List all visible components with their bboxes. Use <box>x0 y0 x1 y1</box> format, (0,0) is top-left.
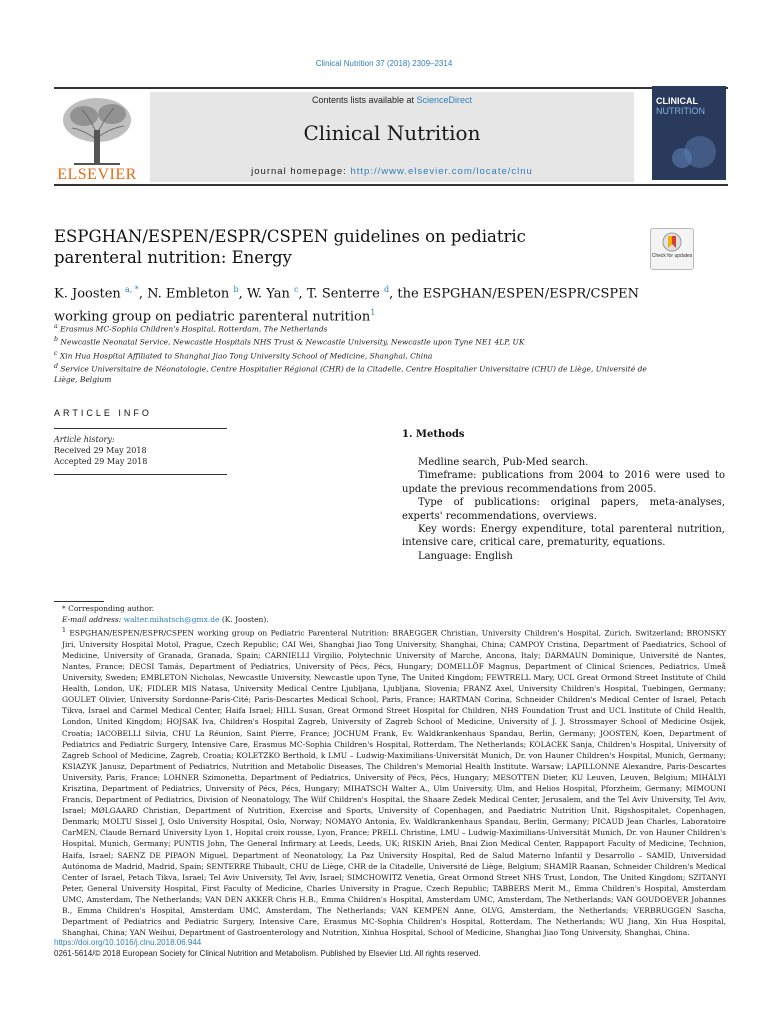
author-name[interactable]: T. Senterre <box>306 286 380 302</box>
affiliation-item <box>54 335 654 348</box>
affiliation-text: Newcastle Neonatal Service, Newcastle Hospitals NHS Trust & Newcastle University, Newcastle upon Tyne NE1 4LP, UK <box>60 337 525 347</box>
footnotes <box>54 603 726 938</box>
affiliation-text: Xin Hua Hospital Affiliated to Shanghai Jiao Tong University School of Medicine, Shanghai, China <box>59 351 433 361</box>
homepage-prefix: journal homepage: <box>251 166 351 177</box>
author-affiliation-ref[interactable]: c <box>294 285 299 294</box>
cover-title-line2: NUTRITION <box>656 106 705 116</box>
working-group-note-sup: 1 <box>62 627 66 635</box>
journal-title: Clinical Nutrition <box>303 121 481 145</box>
check-for-updates-button[interactable] <box>650 228 694 270</box>
article-title: ESPGHAN/ESPEN/ESPR/CSPEN guidelines on pediatric parenteral nutrition: Energy <box>54 227 526 267</box>
working-group-ref[interactable]: 1 <box>370 308 376 318</box>
affiliation-list <box>54 322 654 386</box>
doi-link[interactable]: https://doi.org/10.1016/j.clnu.2018.06.944 <box>54 938 202 947</box>
article-info-heading: ARTICLE INFO <box>54 408 152 418</box>
contents-available-line <box>150 95 634 105</box>
history-label: Article history: <box>54 435 115 444</box>
article-history <box>54 434 147 467</box>
header-top-rule <box>54 87 728 89</box>
sciencedirect-link[interactable]: ScienceDirect <box>416 95 473 105</box>
affiliation-text: Erasmus MC-Sophia Children's Hospital, Rotterdam, The Netherlands <box>60 324 328 334</box>
methods-paragraph: Key words: Energy expenditure, total parenteral nutrition, intensive care, critical care, prematurity, equations. <box>402 524 725 549</box>
methods-paragraph: Medline search, Pub-Med search. <box>418 457 589 468</box>
accepted-date: Accepted 29 May 2018 <box>54 457 148 466</box>
received-date: Received 29 May 2018 <box>54 446 147 455</box>
affiliation-sup: a <box>54 323 58 330</box>
methods-heading: 1. Methods <box>402 429 465 440</box>
affiliation-item <box>54 362 654 386</box>
author-list: K. Joosten $^{a, *}$, N. Embleton $^b$, W. Yan $^c$, T. Senterre $^d$, the ESPGHAN/ESPEN/ESPR/CSPEN working group on pediatric parenteral nutrition$^1$ <box>54 285 639 325</box>
methods-paragraph: Type of publications: original papers, meta-analyses, experts' recommendations, overviews. <box>402 497 725 522</box>
corresponding-author-note: * Corresponding author. <box>62 604 155 613</box>
journal-citation[interactable]: Clinical Nutrition 37 (2018) 2309–2314 <box>315 59 453 68</box>
author-name[interactable]: N. Embleton <box>147 286 230 302</box>
affiliation-item <box>54 322 654 335</box>
affiliation-item <box>54 349 654 362</box>
article-info-rule <box>54 428 227 429</box>
methods-body <box>402 456 725 563</box>
affiliation-sup: b <box>54 336 59 344</box>
homepage-link[interactable]: http://www.elsevier.com/locate/clnu <box>350 166 533 177</box>
author-name[interactable]: W. Yan <box>246 286 290 302</box>
methods-paragraph: Timeframe: publications from 2004 to 2016 were used to update the previous recommendations from 2005. <box>402 470 725 495</box>
email-suffix: (K. Joosten). <box>219 615 269 625</box>
check-for-updates-label: Check for updates <box>651 253 693 259</box>
methods-paragraph: Language: English <box>418 550 513 562</box>
email-label: E-mail address: <box>62 615 124 625</box>
working-group-note-text: ESPGHAN/ESPEN/ESPR/CSPEN working group on Pediatric Parenteral Nutrition: BRAEGGER Christian, University Children's Hospital, Zurich, Switzerland; BRONSKY Jiri, University Hospital Motol, Prague, Czech Republic; CAI Wei, Shanghai Jiao Tong University, Shanghai, China; CAMPOY Cristina, Department of Paediatrics, School of Medicine, University of Granada, Granada, Spain; CARNIELLI Virgilio, Polytechnic University of Marche, Ancona, Italy; DARMAUN Dominique, Université de Nantes, Nantes, France; DECSI Tamás, Department of Pediatrics, University of Pécs, Pécs, Hungary; DOMELLÖF Magnus, Department of Clinical Sciences, Pediatrics, Umeå University, Sweden; EMBLETON Nicholas, Newcastle University, Newcastle upon Tyne, The United Kingdom; FEWTRELL Mary, UCL Great Ormond Street Institute of Child Health, London, UK; FIDLER MIS Natasa, University Medical Centre Ljubljana, Ljubljana, Slovenia; FRANZ Axel, University Children's Hospital, Tuebingen, Germany; GOULET Olivier, University Sordonne-Paris-Cité; Paris-Descartes Medical School, Paris, France; HARTMAN Corina, Schneider Children's Medical Center of Israel, Petach Tikva, Israel and Carmel Medical Center, Haifa Israel; HILL Susan, Great Ormond Street Hospital for Children, NHS Foundation Trust and UCL Institute of Child Health, London, United Kingdom; HOJSAK Iva, Children's Hospital Zagreb, University of Zagreb School of Medicine, University of J. J. Strossmayer School of Medicine Osijek, Croatia; IACOBELLI Silvia, CHU La Réunion, Saint Pierre, France; JOCHUM Frank, Ev. Waldkrankenhaus Spandau, Berlin, Germany; JOOSTEN, Koen, Department of Pediatrics and Pediatric Surgery, Intensive Care, Erasmus MC-Sophia Children's Hospital, Rotterdam, The Netherlands; KOLACEK Sanja, Children's Hospital, University of Zagreb School of Medicine, Zagreb, Croatia; KOLETZKO Berthold, k LMU – Ludwig-Maximilians-Universität Munich, Dr. von Hauner Children's Hospital, Munich, Germany; KSIAZYK Janusz, Department of Pediatrics, Nutrition and Metabolic Diseases, The Children's Memorial Health Institute. Warsaw; LAPILLONNE Alexandre, Paris-Descartes University, Paris, France; LOHNER Szimonetta, Department of Pediatrics, University of Pécs, Pécs, Hungary; MESOTTEN Dieter, KU Leuven, Leuven, Belgium; MIHÁLYI Krisztina, Department of Pediatrics, University of Pécs, Pécs, Hungary; MIHATSCH Walter A., Ulm University, Ulm, and Helios Hospital, Pforzheim, Germany; MIMOUNI Francis, Department of Pediatrics, Division of Neonatology, The Wilf Children's Hospital, the Shaare Zedek Medical Center, Jerusalem, and the Tel Aviv University, Tel Aviv, Israel; MØLGAARD Christian, Department of Nutrition, Exercise and Sports, University of Copenhagen, and Paediatric Nutrition Unit, Rigshospitalet, Copenhagen, Denmark; MOLTU Sissel J, Oslo University Hospital, Oslo, Norway; NOMAYO Antonia, Ev. Waldkrankenhaus Spandau, Berlin, Germany; PICAUD Jean Charles, Laboratoire CarMEN, Claude Bernard University Lyon 1, Hopital croix rousse, Lyon, France; PRELL Christine, LMU – Ludwig-Maximilians-Universität Munich, Dr. von Hauner Children's Hospital, Munich, Germany; PUNTIS John, The General Infirmary at Leeds, Leeds, UK; RISKIN Arieh, Bnai Zion Medical Center, Rappaport Faculty of Medicine, Technion, Haifa, Israel; SAENZ DE PIPAON Miguel, Department of Neonatology, La Paz University Hospital, Red de Salud Materno Infantil y Desarrollo – SAMID, Universidad Autónoma de Madrid, Madrid, Spain; SENTERRE Thibault, CHU de Liège, CHR de la Citadelle, Université de Liège, Belgium; SHAMIR Raanan, Schneider Children's Medical Center of Israel, Petach Tikva, Israel; Tel Aviv University, Tel Aviv, Israel; SIMCHOWITZ Venetia, Great Ormond Street NHS Trust, London, The United Kingdom; SZITANYI Peter, General University Hospital, First Faculty of Medicine, Charles University in Prague, Czech Republic; TABBERS Merit M., Emma Children's Hospital, Amsterdam UMC, Amsterdam, The Netherlands; VAN DEN AKKER Chris H.B., Emma Children's Hospital, Amsterdam UMC, Amsterdam, The Netherlands; VAN GOUDOEVER Johannes B., Emma Children's Hospital, Amsterdam UMC, Amsterdam, The Netherlands; VAN KEMPEN Anne, OLVG, Amsterdam, the Netherlands; VERBRUGGEN Sascha, Department of Pediatrics and Pediatric Surgery, Intensive Care, Erasmus MC-Sophia Children's Hospital, Rotterdam, The Netherlands; WU Jiang, Xin Hua Hospital, Shanghai, China; YAN Weihui, Department of Gastroenterology and Nutrition, Xinhua Hospital, School of Medicine, Shanghai Jiao Tong University, Shanghai, China. <box>62 628 727 938</box>
affiliation-sup: c <box>54 349 58 357</box>
author-affiliation-ref[interactable]: d <box>383 285 390 294</box>
copyright-line: 0261-5614/© 2018 European Society for Clinical Nutrition and Metabolism. Published by Elsevier Ltd. All rights reserved. <box>54 949 481 958</box>
elsevier-wordmark: ELSEVIER <box>57 166 137 183</box>
working-group-name: the ESPGHAN/ESPEN/ESPR/CSPEN working group on pediatric parenteral nutrition <box>54 286 639 325</box>
affiliation-text: Service Universitaire de Néonatologie, Centre Hospitalier Régional (CHR) de la Citadelle, Centre Hospitalier Universitaire (CHU) de Liège, Université de Liège, Belgium <box>54 364 647 385</box>
email-link[interactable]: walter.mihatsch@gmx.de <box>123 615 220 625</box>
footnote-rule <box>54 601 104 602</box>
cover-artwork <box>660 128 720 174</box>
affiliation-sup: d <box>54 362 59 370</box>
author-name[interactable]: K. Joosten <box>54 286 121 302</box>
working-group-note <box>54 625 726 938</box>
author-affiliation-ref[interactable]: b <box>233 285 239 294</box>
header-bottom-rule <box>54 184 728 186</box>
author-affiliation-ref[interactable]: a, * <box>124 285 139 294</box>
bookmark-icon <box>662 232 682 252</box>
contents-prefix: Contents lists available at <box>311 95 417 105</box>
cover-title-line1: CLINICAL <box>656 96 698 106</box>
article-info-rule-bottom <box>54 474 227 475</box>
email-note <box>54 614 726 625</box>
journal-homepage-line <box>150 166 634 177</box>
